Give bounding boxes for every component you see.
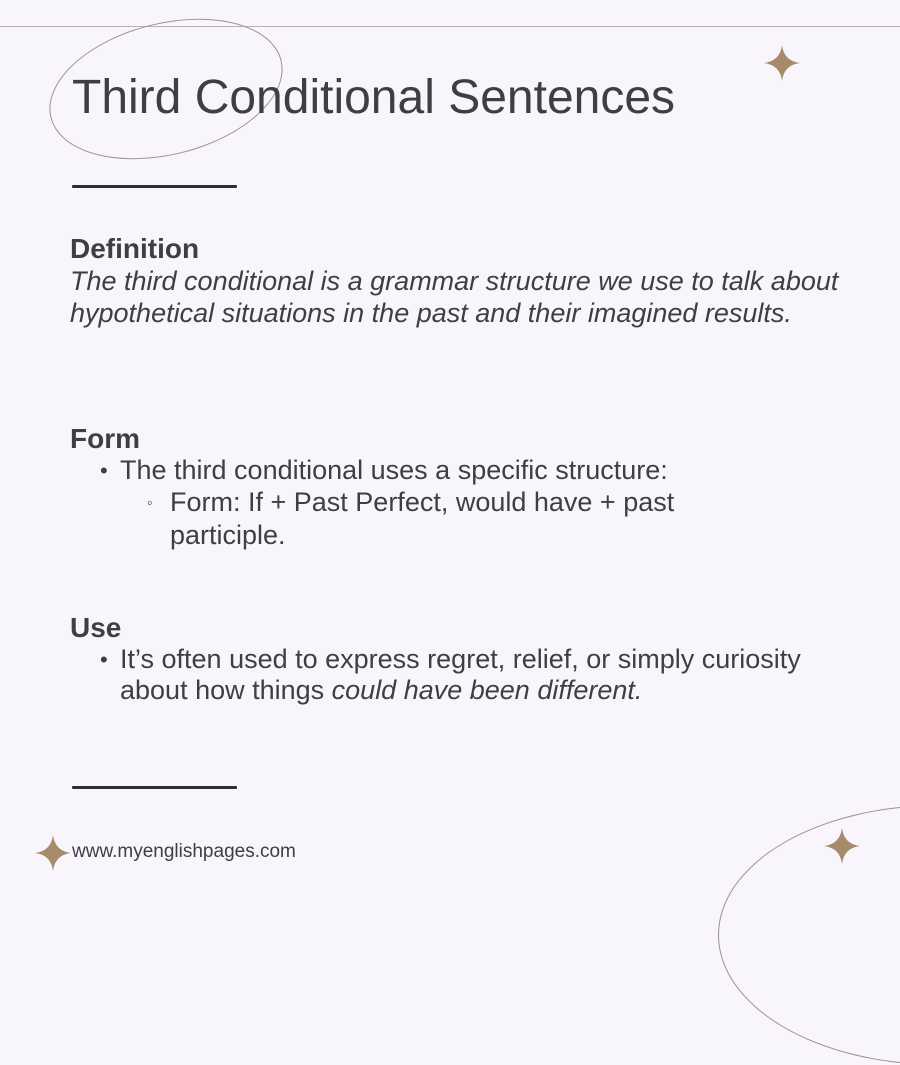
- divider-top: [72, 185, 237, 188]
- list-item-emphasis: could have been different.: [331, 675, 643, 705]
- definition-text: The third conditional is a grammar structure we use to talk about hypothetical situations in the past and their imagined results.: [70, 266, 839, 328]
- use-list: [70, 644, 850, 706]
- sub-list-item-text: Form: If + Past Perfect, would have + past participle.: [170, 487, 675, 550]
- corner-arc-decoration: [718, 805, 900, 1065]
- definition-heading: Definition: [70, 233, 200, 264]
- sub-list-item: [70, 486, 730, 552]
- hollow-bullet-icon: ◦: [147, 495, 153, 512]
- sparkle-icon: [764, 45, 800, 81]
- form-list: [70, 455, 850, 552]
- list-item: [70, 644, 820, 706]
- form-heading: Form: [70, 423, 140, 454]
- bullet-icon: •: [100, 458, 108, 483]
- form-section: [70, 423, 850, 552]
- top-rule: [0, 26, 900, 27]
- bullet-icon: •: [100, 647, 108, 672]
- footer-website-link[interactable]: www.myenglishpages.com: [72, 841, 296, 862]
- use-heading: Use: [70, 612, 122, 643]
- sparkle-icon: [35, 835, 71, 871]
- divider-bottom: [72, 786, 237, 789]
- page-title: Third Conditional Sentences: [72, 71, 676, 124]
- list-item-text: It’s often used to express regret, relief, or simply curiosity about how things: [120, 644, 801, 705]
- definition-section: [70, 233, 850, 329]
- use-section: [70, 612, 850, 706]
- list-item: [70, 455, 850, 486]
- list-item-text: The third conditional uses a specific structure:: [120, 455, 668, 485]
- sparkle-icon: [824, 828, 860, 864]
